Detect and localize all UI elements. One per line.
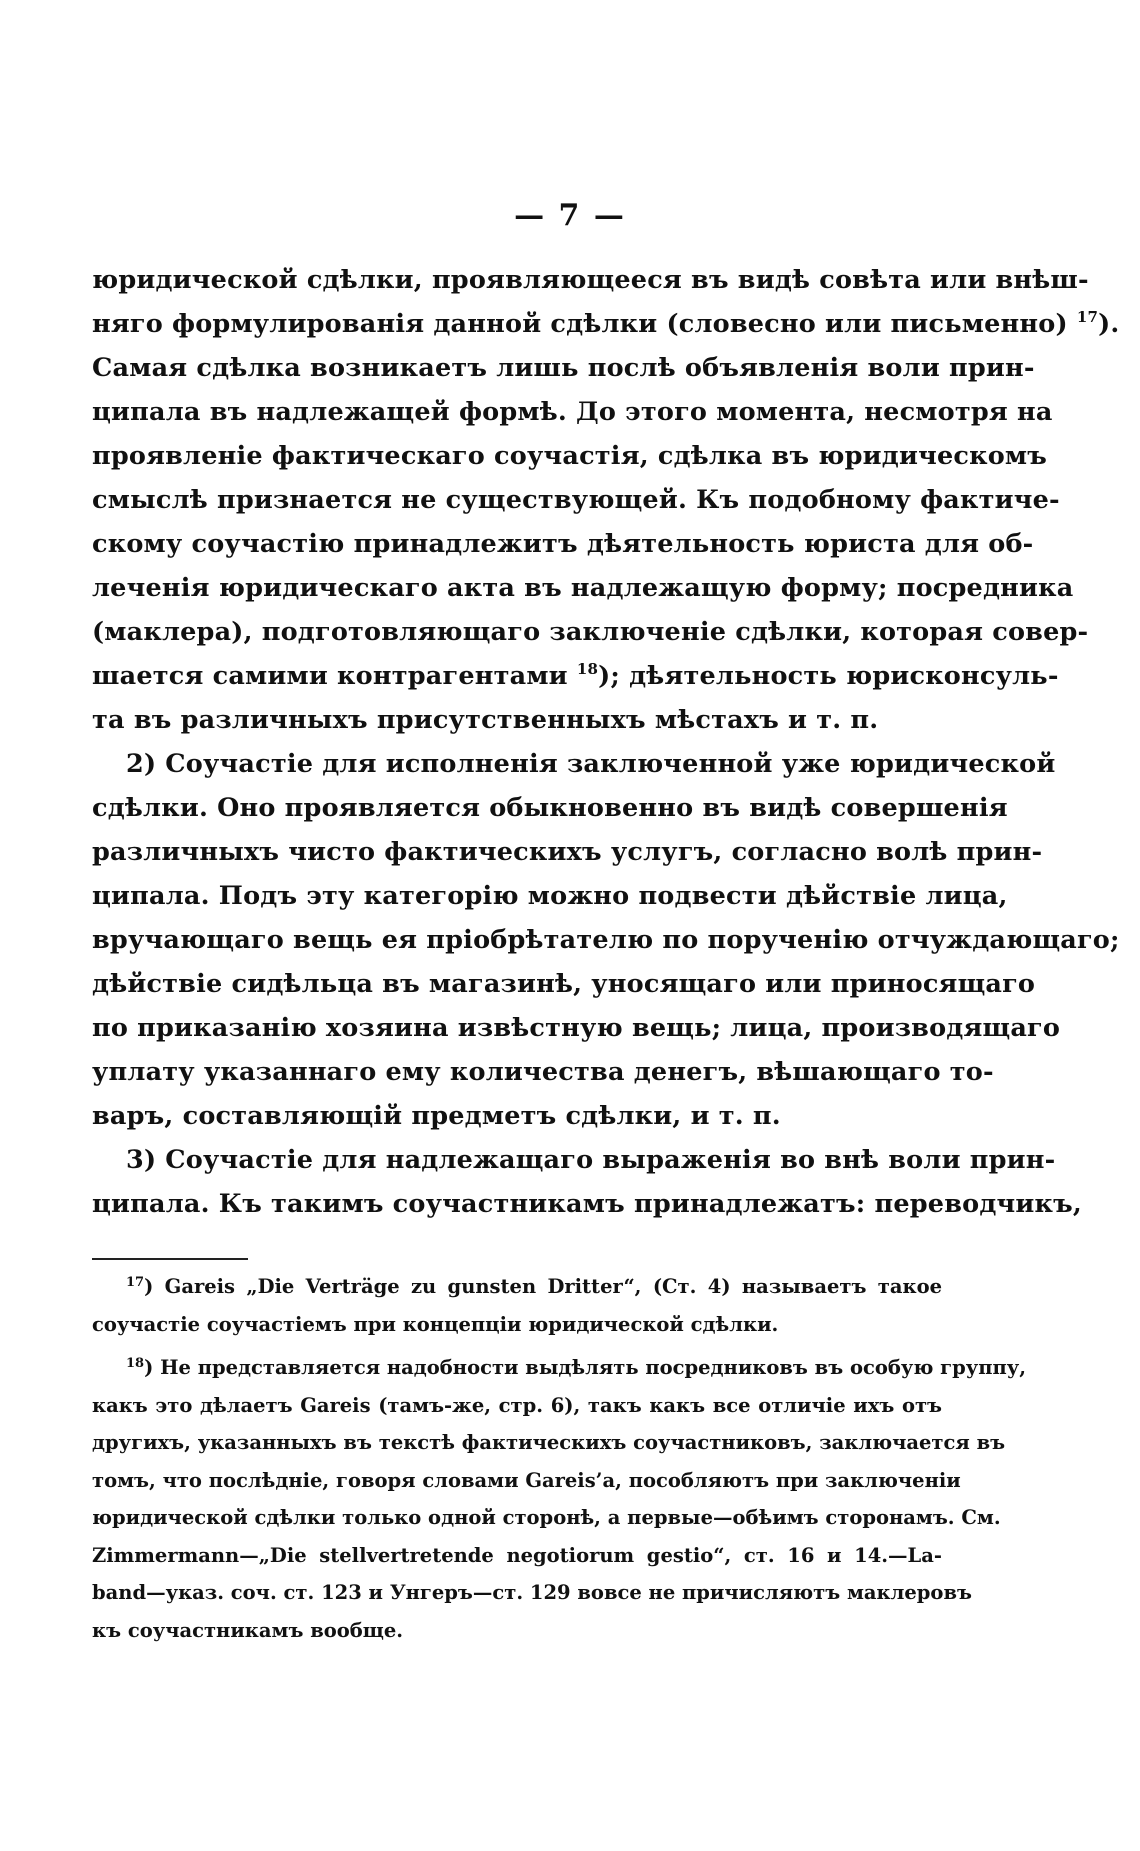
footnote-line: какъ это дѣлаетъ Gareis (тамъ-же, стр. 6), такъ какъ все отличіе ихъ отъ [92,1393,942,1417]
footnote-line: Zimmermann—„Die stellvertretende negotiorum gestio“, ст. 16 и 14.—La- [92,1543,942,1567]
footnote-line: къ соучастникамъ вообще. [92,1618,404,1642]
text-line-lead: та [92,705,125,735]
footnote-text: ) Не представляется надобности выдѣлять посредниковъ въ особую группу, [144,1356,1027,1379]
text-line: смыслѣ признается не существующей. Къ подобному фактиче- [92,485,1060,515]
text-line: леченія юридическаго акта въ надлежащую форму; посредника [92,573,1074,603]
footnote-marker-17: 17 [126,1275,145,1290]
text-line: вручающаго вещь ея пріобрѣтателю по порученію отчуждающаго; [92,925,1120,955]
footnote-marker-18: 18 [126,1356,145,1371]
text-line: уплату указаннаго ему количества денегъ, вѣшающаго то- [92,1057,994,1087]
footnote-line: томъ, что послѣдніе, говоря словами Gareis’а, пособляютъ при заключеніи [92,1468,961,1492]
footnote-18 [92,1349,1027,1387]
text-line-content: въ различныхъ присутственныхъ мѣстахъ и т. п. [133,705,879,735]
text-line: ципала. Къ такимъ соучастникамъ принадлежатъ: переводчикъ, [92,1189,1082,1219]
page-number: — 7 — [514,198,626,233]
footnote-17 [92,1268,942,1306]
text-line: юридической сдѣлки, проявляющееся въ видѣ совѣта или внѣш- [92,265,1089,295]
footnotes [92,1268,1027,1649]
text-line: дѣйствіе сидѣльца въ магазинѣ, уносящаго или приносящаго [92,969,1036,999]
footnote-text: ) Gareis „Die Verträge zu gunsten Dritter“, (Ст. 4) называетъ такое [144,1275,942,1298]
text-line: 2) Соучастіе для исполненія заключенной уже юридической [126,749,1056,779]
footnote-divider [92,1258,248,1260]
main-text [92,258,1120,1226]
text-line: проявленіе фактическаго соучастія, сдѣлка въ юридическомъ [92,441,1048,471]
text-line: ципала. Подъ эту категорію можно подвести дѣйствіе лица, [92,881,1008,911]
text-line [92,698,942,742]
text-line [92,654,1059,698]
text-line: сдѣлки. Оно проявляется обыкновенно въ видѣ совершенія [92,793,1008,823]
text-line: 3) Соучастіе для надлежащаго выраженія во внѣ воли прин- [126,1145,1056,1175]
text-line: скому соучастію принадлежитъ дѣятельность юриста для об- [92,529,1034,559]
footnote-ref-18[interactable]: 18 [576,660,599,678]
footnote-ref-17[interactable]: 17 [1076,308,1099,326]
text-line: ципала въ надлежащей формѣ. До этого момента, несмотря на [92,397,1053,427]
text-line-punct: ). [1098,309,1120,339]
footnote-line: юридической сдѣлки только одной сторонѣ, а первые—обѣимъ сторонамъ. См. [92,1506,1001,1529]
footnote-line: band—указ. соч. ст. 123 и Унгеръ—ст. 129 вовсе не причисляютъ маклеровъ [92,1581,972,1604]
text-line: варъ, составляющій предметъ сдѣлки, и т. п. [92,1101,781,1131]
footnote-line: соучастіе соучастіемъ при концепціи юридической сдѣлки. [92,1312,779,1336]
footnote-line: другихъ, указанныхъ въ текстѣ фактическихъ соучастниковъ, заключается въ [92,1431,1006,1454]
text-line-tail: ); дѣятельность юрисконсуль- [598,661,1059,691]
text-line-content: шается самими контрагентами [92,661,568,691]
text-line: по приказанію хозяина извѣстную вещь; лица, производящаго [92,1013,1061,1043]
text-line: (маклера), подготовляющаго заключеніе сдѣлки, которая совер- [92,617,1089,647]
text-line: Самая сдѣлка возникаетъ лишь послѣ объявленія воли прин- [92,353,1035,383]
text-line-content: няго формулированія данной сдѣлки (словесно или письменно) [92,309,1068,339]
text-line: различныхъ чисто фактическихъ услугъ, согласно волѣ прин- [92,837,1043,867]
text-line [92,302,1120,346]
